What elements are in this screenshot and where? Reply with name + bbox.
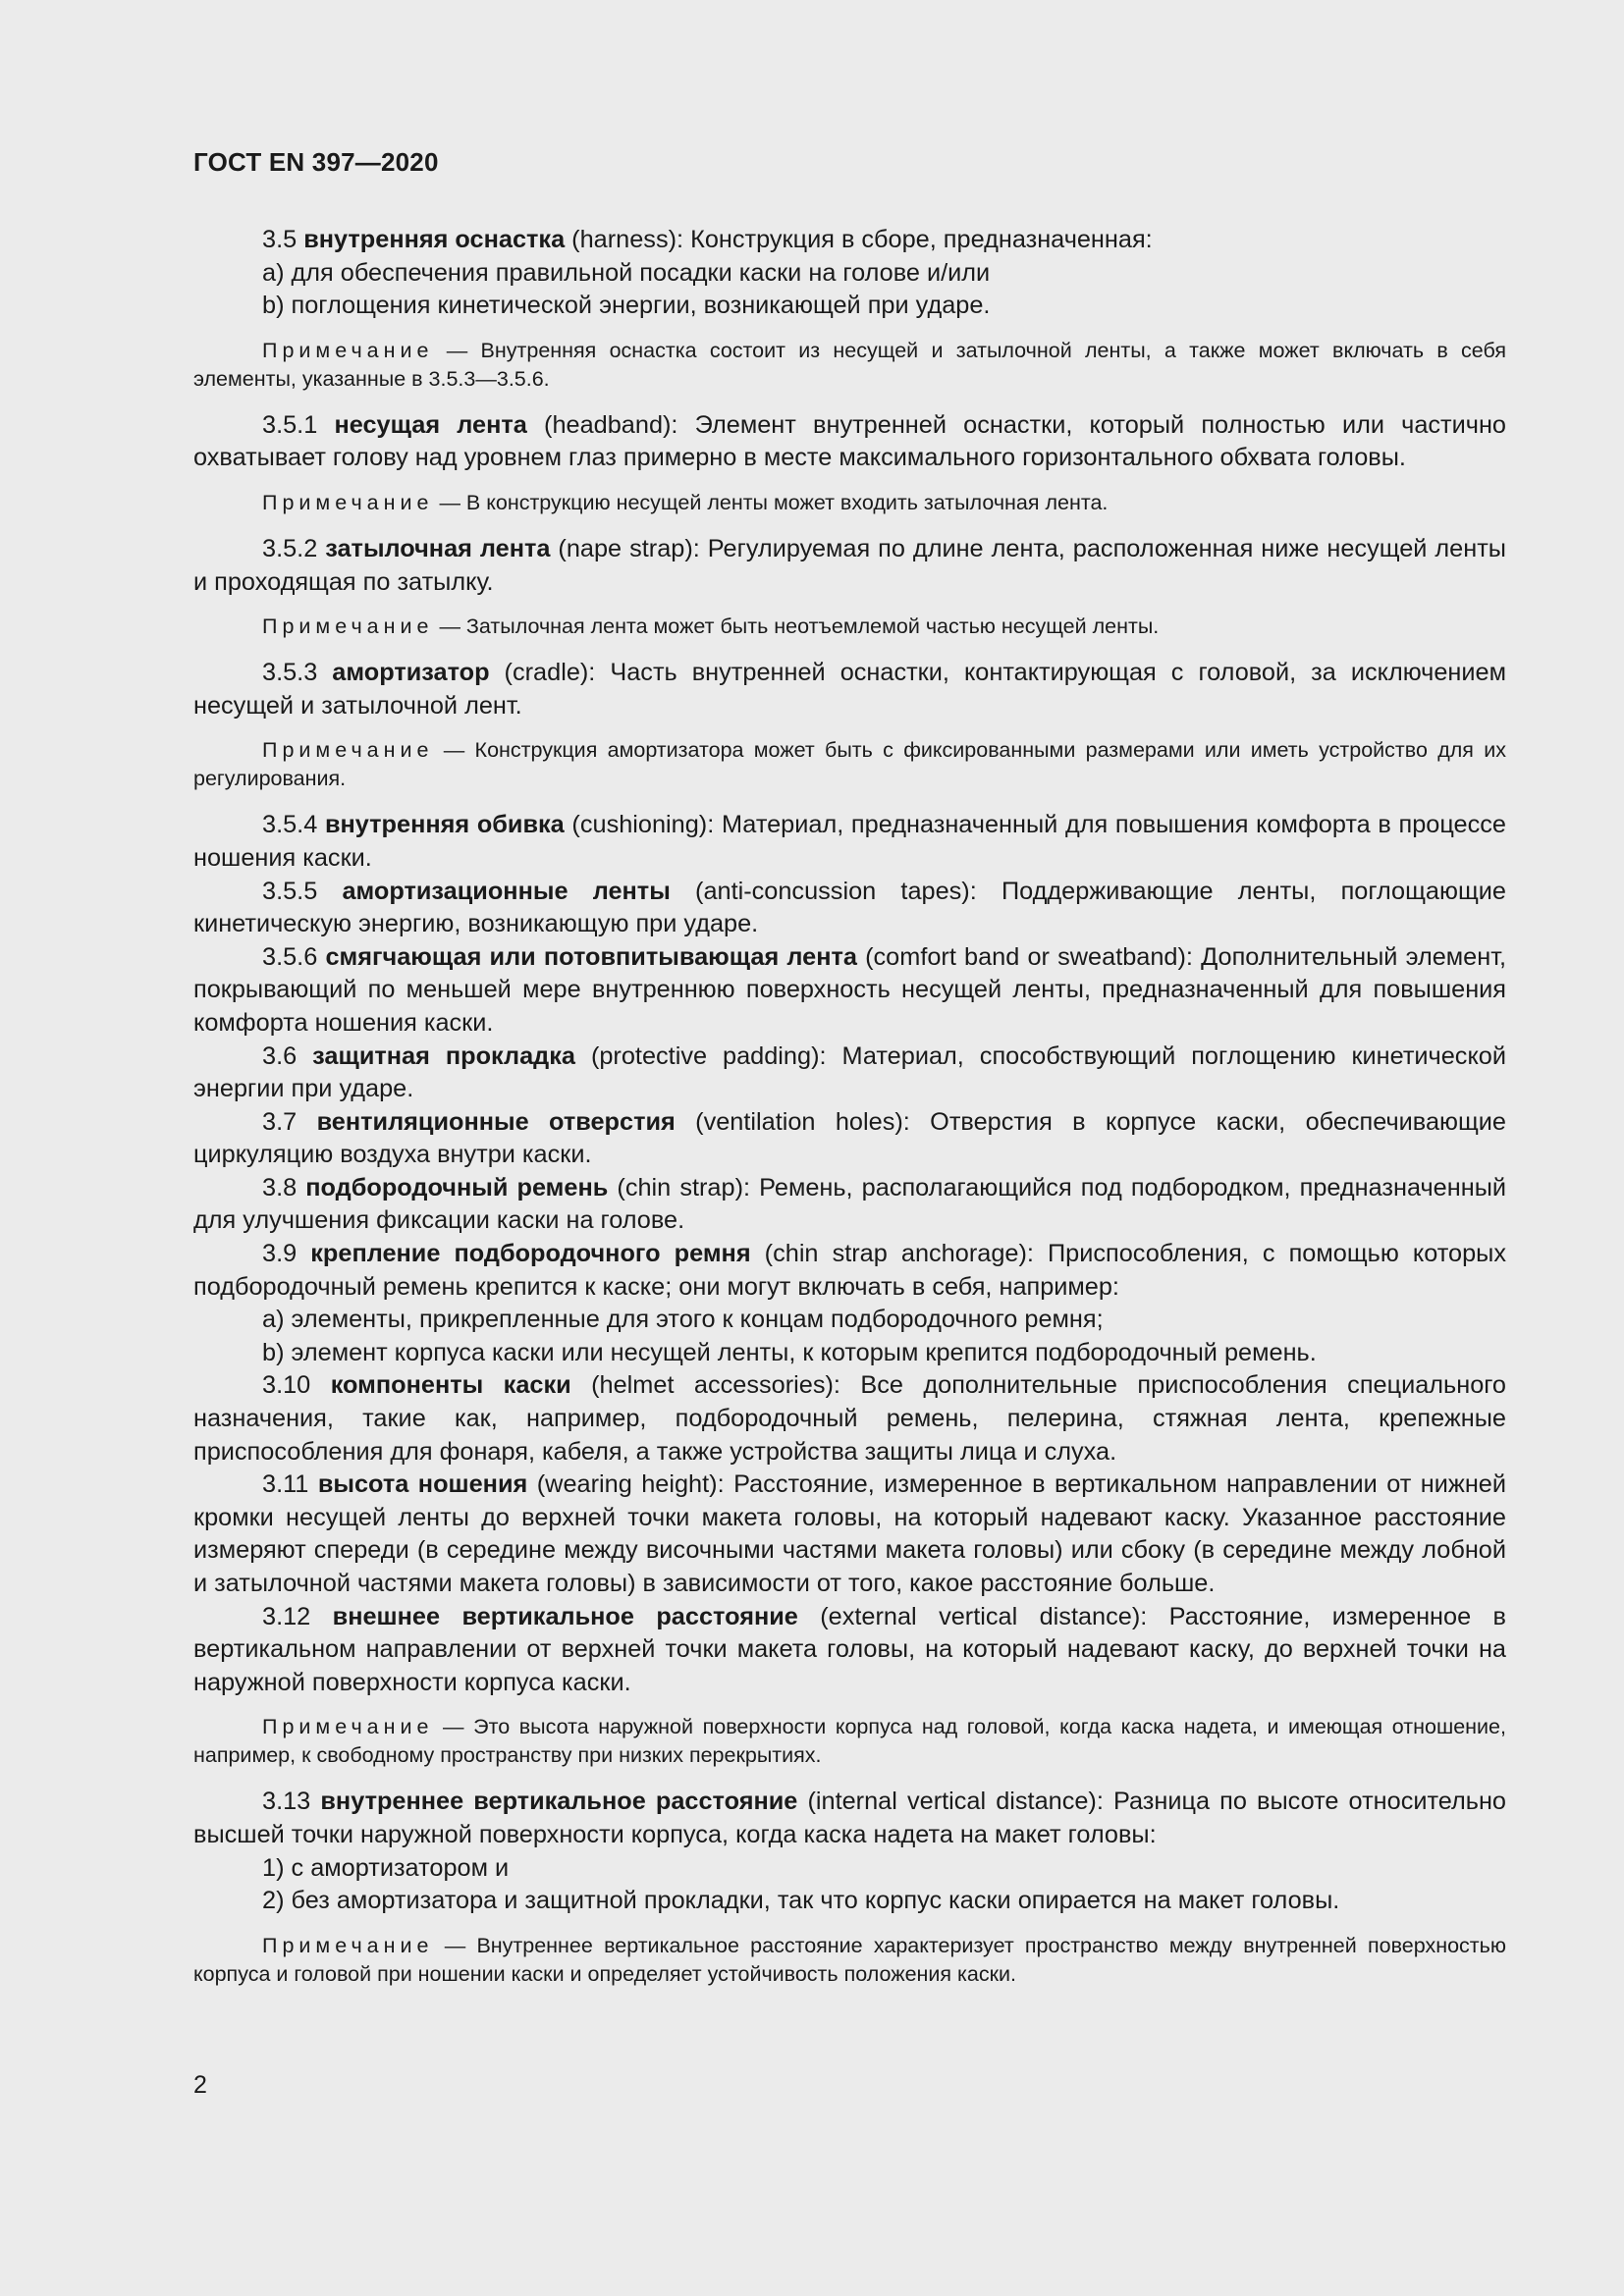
defined-term: внутренняя оснастка [303, 226, 566, 253]
defined-term: внешнее вертикальное расстояние [332, 1602, 798, 1630]
definition-paragraph [193, 409, 1506, 475]
definition-text: (helmet accessories): Все дополнительные приспособления специального назначения, такие как, например, подбородочный ремень, пелерина, стяжная лента, крепежные приспособления для фонаря, кабеля, а также устройства защиты лица и слуха. [193, 1371, 1506, 1466]
list-item: 2) без амортизатора и защитной прокладки, так что корпус каски опирается на макет головы. [262, 1887, 1340, 1915]
clause-number: 3.5.4 [262, 811, 318, 839]
list-item: b) поглощения кинетической энергии, возникающей при ударе. [262, 292, 991, 320]
defined-term: несущая лента [334, 410, 527, 439]
defined-term: высота ношения [317, 1470, 528, 1499]
definition-paragraph [193, 1468, 1506, 1600]
note-text: Это высота наружной поверхности корпуса над головой, когда каска надета, и имеющая отношение, например, к свободному пространству при низких перекрытиях. [193, 1715, 1506, 1768]
clause-number: 3.10 [262, 1371, 311, 1400]
clause-number: 3.6 [262, 1041, 298, 1070]
definition-text: (internal vertical distance): Разница по высоте относительно высшей точки наружной поверхности корпуса, когда каска надета на макет головы: [193, 1788, 1506, 1848]
definition-text: (ventilation holes): Отверстия в корпусе каски, обеспечивающие циркуляцию воздуха внутри каски. [193, 1107, 1507, 1169]
note-text: Конструкция амортизатора может быть с фиксированными размерами или иметь устройство для их регулирования. [193, 738, 1506, 791]
note-dash: — [443, 738, 465, 763]
note-paragraph [193, 1932, 1506, 1989]
definition-paragraph [193, 533, 1506, 599]
note-label: Примечание [262, 338, 434, 362]
defined-term: компоненты каски [330, 1371, 571, 1400]
definition-paragraph [193, 1601, 1506, 1700]
defined-term: подбородочный ремень [305, 1173, 609, 1201]
defined-term: вентиляционные отверстия [316, 1107, 676, 1136]
list-item: 1) с амортизатором и [262, 1853, 510, 1882]
note-label: Примечание [262, 490, 434, 514]
standard-header: ГОСТ EN 397—2020 [193, 147, 439, 177]
defined-term: амортизатор [332, 659, 490, 687]
definition-text: (harness): Конструкция в сборе, предназначенная: [565, 226, 1153, 253]
definition-text: (nape strap): Регулируемая по длине лента, расположенная ниже несущей ленты и проходящая по затылку. [193, 534, 1506, 596]
note-dash: — [439, 614, 460, 639]
clause-number: 3.5.5 [262, 877, 318, 905]
document-body [193, 224, 1506, 2004]
definition-text: (protective padding): Материал, способствующий поглощению кинетической энергии при ударе. [193, 1041, 1507, 1103]
clause-number: 3.7 [262, 1107, 298, 1136]
note-text: Внутренняя оснастка состоит из несущей и затылочной ленты, а также может включать в себя элементы, указанные в 3.5.3—3.5.6. [193, 338, 1506, 391]
definition-text: (anti-concussion tapes): Поддерживающие ленты, поглощающие кинетическую энергию, возникающую при ударе. [193, 877, 1506, 938]
page-number: 2 [193, 2071, 207, 2099]
definition-paragraph [193, 1041, 1506, 1106]
definition-text: (cradle): Часть внутренней оснастки, контактирующая с головой, за исключением несущей и затылочной лент. [193, 659, 1506, 720]
note-paragraph [193, 613, 1506, 641]
definition-text: (external vertical distance): Расстояние, измеренное в вертикальном направлении от верхней точки макета головы, на который надевают каску, до верхней точки на наружной поверхности корпуса каски. [193, 1602, 1507, 1696]
definition-paragraph [193, 224, 1506, 257]
clause-number: 3.5.1 [262, 410, 318, 439]
definition-paragraph [193, 1786, 1506, 1851]
clause-number: 3.13 [262, 1788, 311, 1816]
defined-term: крепление подбородочного ремня [310, 1240, 751, 1268]
defined-term: затылочная лента [325, 534, 551, 562]
list-item: a) для обеспечения правильной посадки каски на голове и/или [262, 258, 991, 287]
note-label: Примечание [262, 1715, 434, 1739]
note-text: В конструкцию несущей ленты может входить затылочная лента. [465, 490, 1109, 514]
note-dash: — [446, 338, 468, 362]
list-item: a) элементы, прикрепленные для этого к концам подбородочного ремня; [262, 1306, 1104, 1334]
note-dash: — [439, 490, 460, 514]
note-dash: — [444, 1933, 466, 1957]
defined-term: амортизационные ленты [342, 877, 671, 905]
note-text: Затылочная лента может быть неотъемлемой частью несущей ленты. [465, 614, 1160, 639]
definition-paragraph [193, 941, 1506, 1041]
defined-term: внутреннее вертикальное расстояние [320, 1788, 798, 1816]
clause-number: 3.5.6 [262, 942, 318, 971]
defined-term: смягчающая или потовпитывающая лента [325, 942, 857, 971]
defined-term: внутренняя обивка [324, 811, 565, 839]
definition-paragraph [193, 1369, 1506, 1468]
definition-text: (chin strap anchorage): Приспособления, с помощью которых подбородочный ремень крепится к каске; они могут включать в себя, например: [193, 1240, 1507, 1301]
note-paragraph [193, 736, 1506, 793]
defined-term: защитная прокладка [312, 1041, 575, 1070]
definition-paragraph [193, 657, 1506, 722]
definition-paragraph [193, 809, 1506, 875]
note-paragraph [193, 1713, 1506, 1770]
definition-paragraph [193, 1172, 1506, 1238]
definition-text: (cushioning): Материал, предназначенный для повышения комфорта в процессе ношения каски. [193, 811, 1506, 872]
definition-text: (comfort band or sweatband): Дополнительный элемент, покрывающий по меньшей мере внутреннюю поверхность несущей ленты, предназначенный для повышения комфорта ношения каски. [193, 942, 1507, 1037]
clause-number: 3.9 [262, 1240, 298, 1268]
note-label: Примечание [262, 1933, 434, 1957]
definition-paragraph [193, 1238, 1506, 1304]
definition-paragraph [193, 876, 1506, 941]
note-paragraph [193, 489, 1506, 517]
list-item: b) элемент корпуса каски или несущей ленты, к которым крепится подбородочный ремень. [262, 1338, 1317, 1366]
definition-text: (wearing height): Расстояние, измеренное в вертикальном направлении от нижней кромки несущей ленты до верхней точки макета головы, на который надевают каску. Указанное расстояние измеряют спереди (в середине между височными частями макета головы) или сбоку (в середине между лобной и затылочной частями макета головы) в зависимости от того, какое расстояние больше. [193, 1470, 1506, 1597]
definition-text: (headband): Элемент внутренней оснастки, который полностью или частично охватывает голову над уровнем глаз примерно в месте максимального горизонтального обхвата головы. [193, 410, 1506, 472]
note-label: Примечание [262, 614, 434, 639]
definition-text: (chin strap): Ремень, располагающийся под подбородком, предназначенный для улучшения фиксации каски на голове. [193, 1173, 1507, 1235]
note-dash: — [443, 1715, 464, 1739]
note-paragraph [193, 337, 1506, 394]
clause-number: 3.12 [262, 1602, 311, 1630]
definition-paragraph [193, 1106, 1506, 1172]
clause-number: 3.5.2 [262, 534, 318, 562]
note-label: Примечание [262, 738, 434, 763]
clause-number: 3.5.3 [262, 659, 318, 687]
clause-number: 3.8 [262, 1173, 298, 1201]
clause-number: 3.5 [262, 226, 298, 253]
note-text: Внутреннее вертикальное расстояние характеризует пространство между внутренней поверхностью корпуса и головой при ношении каски и определяет устойчивость положения каски. [193, 1933, 1506, 1986]
clause-number: 3.11 [262, 1470, 309, 1499]
